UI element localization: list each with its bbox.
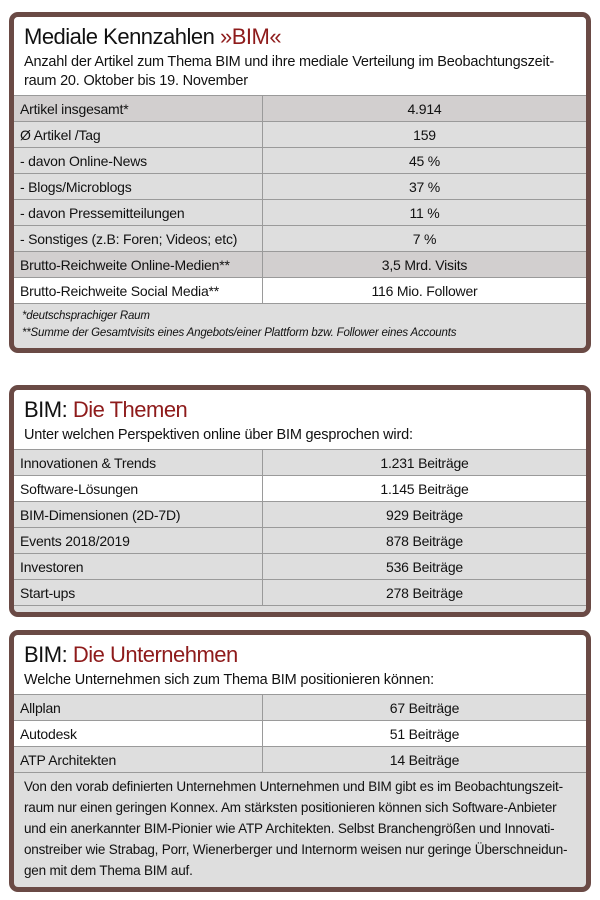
table-row [14, 721, 586, 747]
row-label: Investoren [14, 554, 263, 580]
media-metrics-title-accent: »BIM« [220, 24, 282, 49]
row-value: 878 Beiträge [263, 528, 587, 554]
row-label: Events 2018/2019 [14, 528, 263, 554]
table-row [14, 450, 586, 476]
row-value: 159 [263, 122, 587, 148]
media-metrics-subtitle-line: raum 20. Oktober bis 19. November [24, 73, 248, 89]
row-value: 3,5 Mrd. Visits [263, 252, 587, 278]
companies-header [14, 635, 586, 694]
row-label: Allplan [14, 695, 263, 721]
row-value: 278 Beiträge [263, 580, 587, 606]
media-metrics-subtitle-line: Anzahl der Artikel zum Thema BIM und ihre mediale Verteilung im Beobachtungszeit- [24, 54, 554, 70]
table-row [14, 747, 586, 773]
footnote: *deutschsprachiger Raum [22, 310, 150, 322]
topics-header [14, 390, 586, 449]
row-value: 14 Beiträge [263, 747, 587, 773]
summary-line: und ein anerkannter BIM-Pionier wie ATP Architekten. Selbst Branchengrößen und Innovati- [24, 821, 555, 836]
companies-title [24, 642, 576, 668]
row-value: 7 % [263, 226, 587, 252]
media-metrics-footnotes [14, 303, 586, 348]
table-row [14, 476, 586, 502]
topics-card [9, 385, 591, 617]
topics-table [14, 449, 586, 605]
row-label: Artikel insgesamt* [14, 96, 263, 122]
table-row [14, 252, 586, 278]
row-value: 4.914 [263, 96, 587, 122]
companies-title-text: BIM: [24, 642, 68, 667]
table-row [14, 554, 586, 580]
row-label: Innovationen & Trends [14, 450, 263, 476]
media-metrics-title [24, 24, 576, 50]
table-row [14, 278, 586, 304]
row-value: 536 Beiträge [263, 554, 587, 580]
table-row [14, 174, 586, 200]
row-value: 11 % [263, 200, 587, 226]
companies-card [9, 630, 591, 892]
companies-table [14, 694, 586, 772]
row-value: 1.231 Beiträge [263, 450, 587, 476]
row-label: Ø Artikel /Tag [14, 122, 263, 148]
row-label: Brutto-Reichweite Online-Medien** [14, 252, 263, 278]
topics-subtitle: Unter welchen Perspektiven online über BIM gesprochen wird: [24, 427, 413, 443]
table-row [14, 148, 586, 174]
row-label: - davon Pressemitteilungen [14, 200, 263, 226]
row-value: 1.145 Beiträge [263, 476, 587, 502]
row-label: BIM-Dimensionen (2D-7D) [14, 502, 263, 528]
summary-line: onstreiber wie Strabag, Porr, Wienerberger und Internorm weisen nur geringe Überschneidun- [24, 842, 568, 857]
topics-title [24, 397, 576, 423]
row-label: Autodesk [14, 721, 263, 747]
companies-subtitle: Welche Unternehmen sich zum Thema BIM positionieren können: [24, 672, 434, 688]
table-row [14, 528, 586, 554]
table-row [14, 200, 586, 226]
table-row [14, 226, 586, 252]
media-metrics-header [14, 17, 586, 95]
media-metrics-card [9, 12, 591, 353]
topics-footer-spacer [14, 605, 586, 612]
media-metrics-subtitle [24, 53, 576, 91]
row-label: Brutto-Reichweite Social Media** [14, 278, 263, 304]
media-metrics-table [14, 95, 586, 303]
row-label: - Sonstiges (z.B: Foren; Videos; etc) [14, 226, 263, 252]
companies-summary [14, 772, 586, 887]
footnote: **Summe der Gesamtvisits eines Angebots/einer Plattform bzw. Follower eines Accounts [22, 327, 457, 339]
row-label: Software-Lösungen [14, 476, 263, 502]
table-row [14, 122, 586, 148]
row-label: Start-ups [14, 580, 263, 606]
row-label: - Blogs/Microblogs [14, 174, 263, 200]
media-metrics-title-text: Mediale Kennzahlen [24, 24, 215, 49]
table-row [14, 96, 586, 122]
row-label: - davon Online-News [14, 148, 263, 174]
companies-title-accent: Die Unternehmen [72, 642, 238, 667]
summary-line: gen mit dem Thema BIM auf. [24, 863, 193, 878]
row-value: 67 Beiträge [263, 695, 587, 721]
row-value: 929 Beiträge [263, 502, 587, 528]
summary-line: raum nur einen geringen Konnex. Am stärksten positionieren können sich Software-Anbieter [24, 800, 557, 815]
row-value: 37 % [263, 174, 587, 200]
table-row [14, 580, 586, 606]
topics-title-accent: Die Themen [72, 397, 188, 422]
row-label: ATP Architekten [14, 747, 263, 773]
row-value: 45 % [263, 148, 587, 174]
row-value: 116 Mio. Follower [263, 278, 587, 304]
row-value: 51 Beiträge [263, 721, 587, 747]
summary-line: Von den vorab definierten Unternehmen Unternehmen und BIM gibt es im Beobachtungszeit- [24, 779, 563, 794]
table-row [14, 695, 586, 721]
table-row [14, 502, 586, 528]
topics-title-text: BIM: [24, 397, 68, 422]
